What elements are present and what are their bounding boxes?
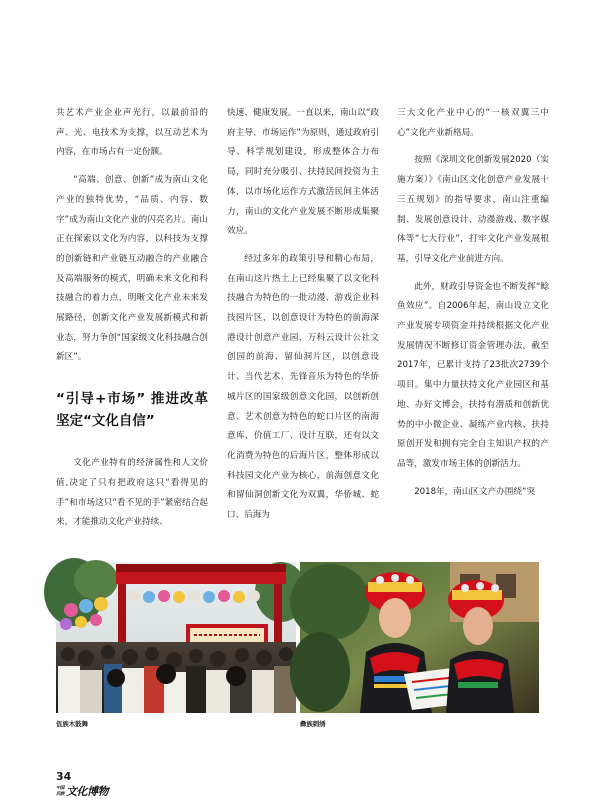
festival-photo bbox=[56, 562, 296, 713]
text-column-3 bbox=[397, 104, 549, 502]
paragraph: 2018年，南山区文产办围绕“突 bbox=[414, 486, 536, 497]
paragraph: 快速、健康发展。一直以来，南山以“政府主导、市场运作”为原则，通过政府引导、科学规划建设，形成整体合力布局，同时充分吸引、扶持民间投资为主体，以市场化运作方式激活民间主体活力，南山的文化产业发展不断形成集聚效应。 bbox=[227, 108, 379, 237]
paragraph: 共艺术产业企业声光行，以最前沿的声、光、电技术为支撑，以互动艺术为内容，在市场占有一定份额。 bbox=[56, 108, 208, 158]
text-column-1 bbox=[56, 104, 208, 533]
paragraph: 文化产业特有的经济属性和人文价值,决定了只有把政府这只“看得见的手”和市场这只“看不见的手”紧密结合起来，才能推动文化产业持续、 bbox=[56, 458, 208, 528]
photo-caption: 彝族刺绣 bbox=[300, 720, 326, 728]
paragraph: 经过多年的政策引导和精心布局，在南山这片热土上已经集聚了以文化科技融合为特色的一批动漫、游戏企业科技园片区，以创意设计为特色的前海深港设计创意产业园、万科云设计公社文创园的前海、留仙洞片区，以创意设计、当代艺术、先锋音乐为特色的华侨城片区的国家级创意文化园，以创新创意、艺术创意为特色的蛇口片区的南海意库、价值工厂、设计互联，还有以文化消费为特色的后海片区，整体形成以科技园文化产业为核心，前海创意文化和留仙洞创新文化为双翼，华侨城、蛇口、后海为 bbox=[227, 253, 379, 521]
paragraph: “高端、创意、创新”成为南山文化产业的独特优势，“品质、内容、数字”成为南山文化产业的闪亮名片。南山正在探索以文化为内容，以科技为支撑的创新链和产业链互动融合的产业融合及高端服务的模式，明确未来文化和科技融合的着力点，明晰文化产业未来发展路径，创新文化产业发展新模式和新业态，努力争创“国家级文化科技融合创新区”。 bbox=[56, 175, 208, 363]
svg-text:文化博物: 文化博物 bbox=[66, 785, 108, 798]
svg-text:民族: 民族 bbox=[56, 792, 64, 797]
magazine-logo bbox=[56, 784, 108, 798]
paragraph: 三大文化产业中心的“一核双翼三中心”文化产业新格局。 bbox=[397, 108, 549, 138]
text-column-2 bbox=[227, 104, 379, 526]
paragraph: 按照《深圳文化创新发展2020（实施方案）》《南山区文化创意产业发展十三五规划》的指导要求，南山注重编制、发展创意设计、动漫游戏、数字媒体等“七大行业”，打牢文化产业发展根基，引导文化产业前进方向。 bbox=[397, 155, 549, 264]
section-heading: “引导+市场” 推进改革坚定“文化自信” bbox=[56, 391, 208, 430]
embroidery-photo bbox=[300, 562, 539, 713]
paragraph: 此外，财政引导资金也不断发挥“鲶鱼效应”。自2006年起，南山设立文化产业发展专项资金并持续根据文化产业发展情况不断修订资金管理办法，截至2017年，已累计支持了23批次2739个项目。集中力量扶持文化产业园区和基地、办好文博会，扶持有潜质和创新优势的中小微企业、凝练产业内核、扶持原创开发和拥有完全自主知识产权的产品等，激发市场主体的创新活力。 bbox=[397, 281, 549, 469]
svg-text:中国: 中国 bbox=[56, 786, 64, 791]
page-number: 34 bbox=[56, 770, 72, 783]
photo-caption: 佤族木鼓舞 bbox=[56, 720, 88, 728]
